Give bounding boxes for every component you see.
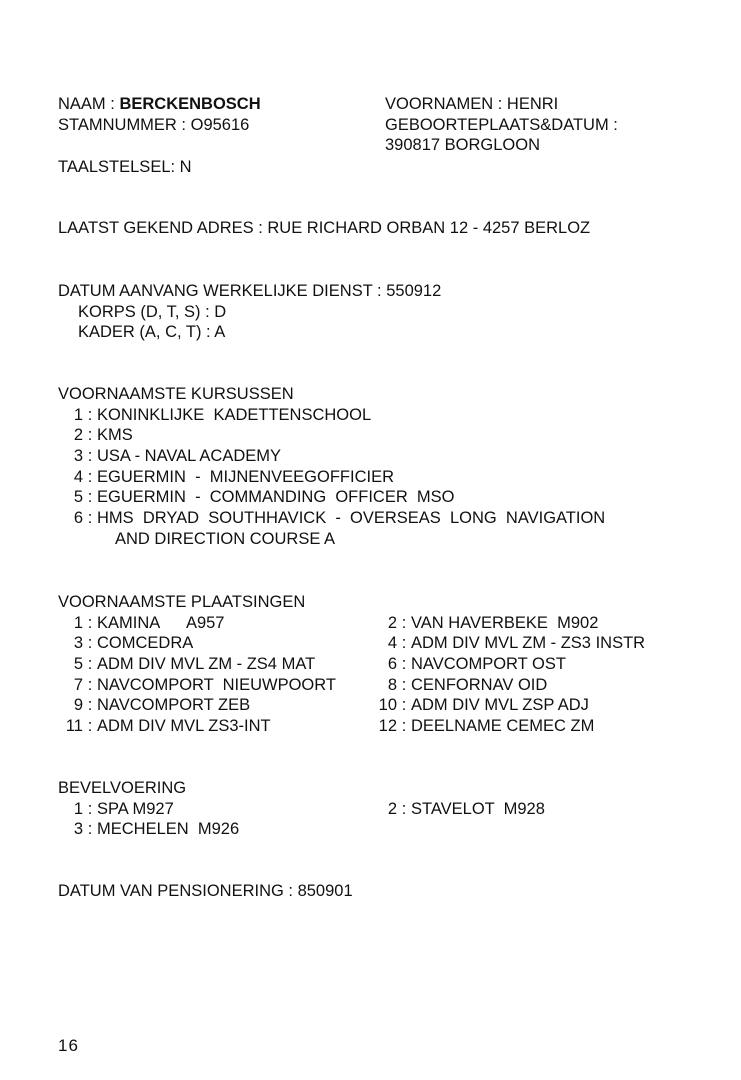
kursus-entry: [61, 488, 455, 506]
taalstelsel: TAALSTELSEL: N: [58, 157, 192, 176]
plaatsing-entry: [375, 654, 566, 675]
plaatsing-row: [58, 716, 595, 737]
plaatsing-entry-number: 7: [73, 675, 83, 694]
plaatsing-entry-number: 2: [387, 613, 397, 632]
kursus-item: [58, 467, 605, 488]
bevel-row: [58, 799, 545, 820]
kursus-entry: [61, 509, 605, 527]
kursus-entry-separator: :: [87, 488, 93, 507]
kursus-item: [58, 405, 605, 426]
plaatsing-entry-separator: :: [401, 655, 407, 674]
plaatsing-entry-text: NAVCOMPORT OST: [411, 655, 566, 674]
kursus-item: [58, 487, 605, 508]
kursus-entry-number: 3: [73, 447, 83, 466]
kursus-entry-number: 1: [73, 405, 83, 424]
header-row-2: [58, 115, 698, 136]
bevel-entry-number: 1: [73, 799, 83, 818]
kursus-entry-text: KONINKLIJKE KADETTENSCHOOL: [97, 405, 372, 424]
voornamen: VOORNAMEN : HENRI: [385, 95, 559, 113]
plaatsing-entry: [61, 696, 250, 714]
kursus-entry-text: EGUERMIN - COMMANDING OFFICER MSO: [97, 488, 455, 507]
plaatsing-entry: [61, 676, 336, 694]
stamnummer: STAMNUMMER : O95616: [58, 115, 250, 134]
plaatsing-entry: [375, 675, 547, 696]
bevel-row: [58, 819, 239, 840]
plaatsing-row: [58, 695, 589, 716]
kursus-6-continuation: AND DIRECTION COURSE A: [115, 529, 336, 548]
plaatsing-entry-separator: :: [401, 675, 407, 694]
plaatsing-entry-separator: :: [87, 655, 93, 674]
pensionering-line: DATUM VAN PENSIONERING : 850901: [58, 882, 353, 900]
kursus-entry-text: USA - NAVAL ACADEMY: [97, 447, 281, 466]
plaatsing-row: [58, 633, 646, 654]
plaatsingen-title: VOORNAAMSTE PLAATSINGEN: [58, 593, 306, 611]
plaatsing-entry-separator: :: [87, 696, 93, 715]
plaatsing-entry: [61, 634, 193, 652]
kursussen-list: [58, 405, 605, 529]
kursus-entry: [61, 447, 281, 465]
bevelvoering-list: [58, 799, 545, 840]
plaatsing-entry: [375, 695, 589, 716]
bevel-entry-text: STAVELOT M928: [411, 799, 545, 818]
bevel-entry: [61, 820, 239, 838]
plaatsing-entry-text: VAN HAVERBEKE M902: [411, 613, 599, 632]
plaatsing-entry: [61, 614, 224, 632]
adres-line: LAATST GEKEND ADRES : RUE RICHARD ORBAN 12 - 4257 BERLOZ: [58, 219, 591, 237]
plaatsing-entry-number: 10: [378, 696, 397, 715]
plaatsing-entry: [61, 655, 315, 673]
bevelvoering-section: [58, 778, 545, 840]
plaatsing-entry-number: 1: [73, 613, 83, 632]
page-number: 16: [58, 1036, 79, 1055]
plaatsing-entry-number: 6: [387, 655, 397, 674]
kursussen-title: VOORNAAMSTE KURSUSSEN: [58, 385, 294, 403]
plaatsing-entry-text: DEELNAME CEMEC ZM: [411, 717, 595, 736]
plaatsing-entry-text: ADM DIV MVL ZM - ZS4 MAT: [97, 655, 316, 674]
plaatsing-row: [58, 613, 599, 634]
plaatsing-entry-number: 12: [378, 717, 397, 736]
plaatsing-entry-text: NAVCOMPORT ZEB: [97, 696, 251, 715]
kursus-entry-separator: :: [87, 426, 93, 445]
kursus-entry: [61, 426, 133, 444]
header-row-1: [58, 94, 698, 115]
kursus-entry: [61, 406, 371, 424]
geboorte-value: 390817 BORGLOON: [385, 136, 540, 155]
dienst-section: [58, 281, 441, 343]
plaatsing-entry-number: 9: [73, 696, 83, 715]
plaatsing-row: [58, 675, 548, 696]
plaatsing-entry-separator: :: [87, 675, 93, 694]
plaatsing-entry: [375, 633, 645, 654]
plaatsing-entry-separator: :: [401, 696, 407, 715]
plaatsing-entry-text: CENFORNAV OID: [411, 675, 548, 694]
kursus-entry-number: 4: [73, 467, 83, 486]
plaatsing-entry-text: ADM DIV MVL ZM - ZS3 INSTR: [411, 634, 646, 653]
kursus-entry-number: 2: [73, 426, 83, 445]
kursus-entry-number: 6: [73, 509, 83, 528]
kursussen-section: [58, 384, 605, 550]
bevel-entry-number: 3: [73, 820, 83, 839]
plaatsing-entry-text: ADM DIV MVL ZS3-INT: [97, 717, 271, 736]
kader: KADER (A, C, T) : A: [78, 323, 226, 342]
bevel-entry-separator: :: [401, 799, 407, 818]
bevel-entry-number: 2: [387, 799, 397, 818]
plaatsing-entry: [375, 613, 598, 634]
bevel-entry: [375, 799, 545, 820]
kursus-item: [58, 508, 605, 529]
kursus-entry-text: KMS: [97, 426, 133, 445]
bevel-entry-text: SPA M927: [97, 799, 174, 818]
plaatsing-entry-separator: :: [401, 634, 407, 653]
plaatsing-entry-separator: :: [401, 613, 407, 632]
kursus-entry-number: 5: [73, 488, 83, 507]
plaatsing-entry: [375, 716, 594, 737]
kursus-entry-separator: :: [87, 405, 93, 424]
plaatsing-row: [58, 654, 566, 675]
header-row-3: [58, 135, 698, 156]
plaatsing-entry-number: 3: [73, 634, 83, 653]
kursus-entry: [61, 468, 394, 486]
kursus-entry-text: HMS DRYAD SOUTHHAVICK - OVERSEAS LONG NAVIGATION: [97, 509, 606, 528]
plaatsingen-section: [58, 592, 646, 737]
plaatsing-entry: [61, 717, 271, 735]
plaatsing-entry-separator: :: [87, 717, 93, 736]
bevel-entry-text: MECHELEN M926: [97, 820, 240, 839]
bevel-entry-separator: :: [87, 799, 93, 818]
kursus-entry-text: EGUERMIN - MIJNENVEEGOFFICIER: [97, 467, 395, 486]
bevel-entry: [61, 800, 174, 818]
aanvang-dienst: DATUM AANVANG WERKELIJKE DIENST : 550912: [58, 282, 442, 300]
adres-section: [58, 218, 590, 239]
plaatsing-entry-separator: :: [401, 717, 407, 736]
plaatsing-entry-text: ADM DIV MVL ZSP ADJ: [411, 696, 589, 715]
plaatsing-entry-separator: :: [87, 613, 93, 632]
kursus-entry-separator: :: [87, 509, 93, 528]
kursus-item: [58, 425, 605, 446]
plaatsing-entry-number: 11: [65, 717, 83, 736]
plaatsing-entry-text: COMCEDRA: [97, 634, 194, 653]
plaatsingen-list: [58, 613, 646, 737]
kursus-entry-separator: :: [87, 467, 93, 486]
plaatsing-entry-number: 4: [387, 634, 397, 653]
bevelvoering-title: BEVELVOERING: [58, 779, 187, 797]
kursus-item: [58, 446, 605, 467]
geboorte-label: GEBOORTEPLAATS&DATUM :: [385, 115, 618, 134]
personal-header: [58, 94, 698, 177]
bevel-entry-separator: :: [87, 820, 93, 839]
plaatsing-entry-number: 8: [387, 675, 397, 694]
plaatsing-entry-separator: :: [87, 634, 93, 653]
plaatsing-entry-text: NAVCOMPORT NIEUWPOORT: [97, 675, 336, 694]
pensionering-section: [58, 881, 353, 902]
plaatsing-entry-number: 5: [73, 655, 83, 674]
korps: KORPS (D, T, S) : D: [78, 302, 227, 321]
naam-value: BERCKENBOSCH: [119, 95, 261, 113]
kursus-entry-separator: :: [87, 447, 93, 466]
naam-label: NAAM :: [58, 95, 115, 113]
plaatsing-entry-text: KAMINA A957: [97, 613, 225, 632]
